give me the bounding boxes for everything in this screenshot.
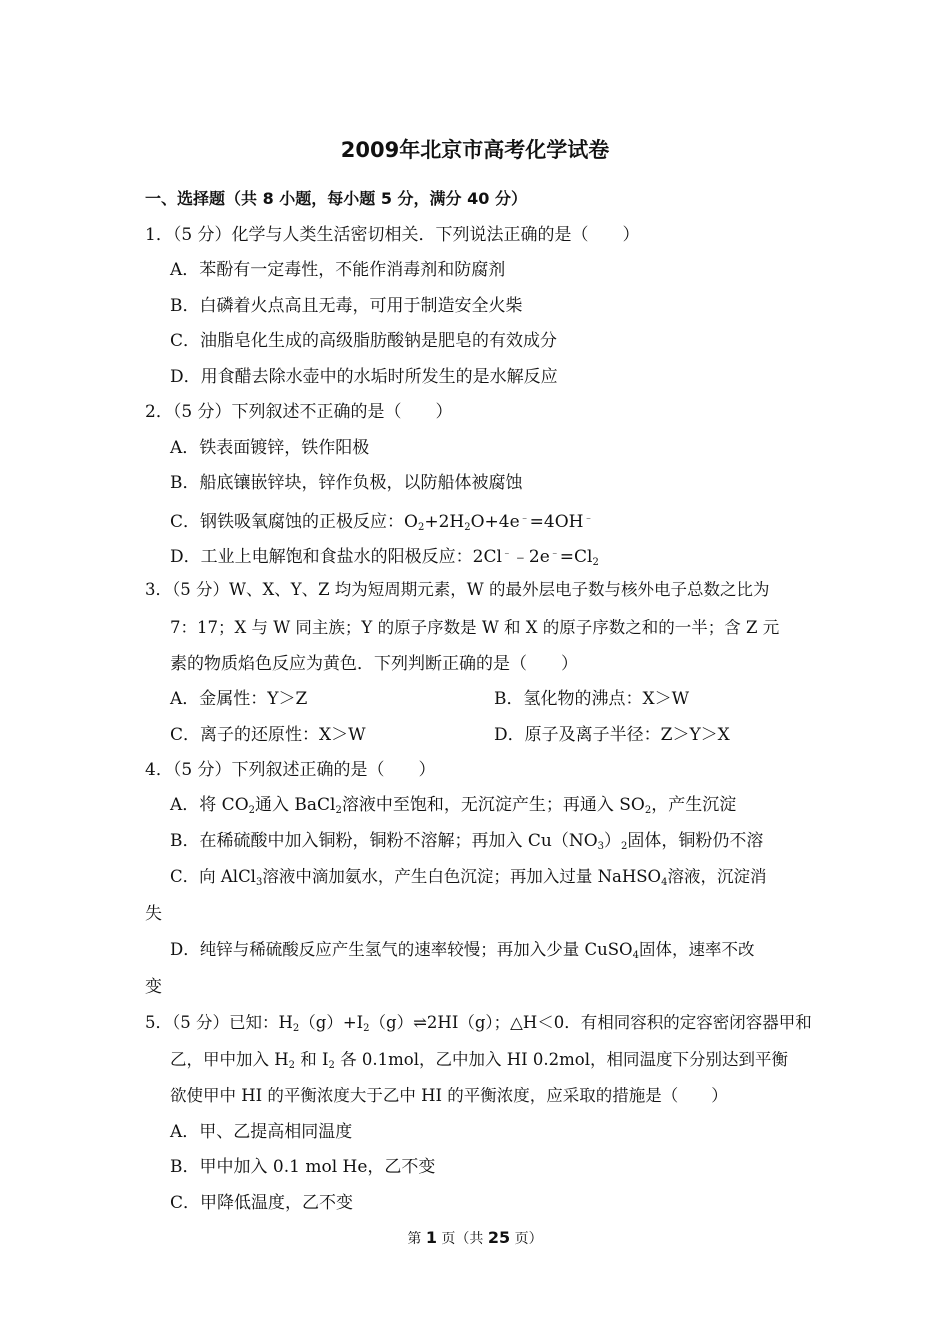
q2-option-b: B．船底镶嵌锌块，锌作负极，以防船体被腐蚀 [170, 473, 523, 493]
q2-option-c: C．钢铁吸氧腐蚀的正极反应：$O_2+2H_2O+4e^﹣=4OH^﹣$ [170, 512, 594, 533]
q3-stem-line1: 3．（5 分）W、X、Y、Z 均为短周期元素，W 的最外层电子数与核外电子总数之比为 [145, 580, 770, 599]
page-number: 1 [425, 1228, 437, 1247]
q2-stem: 2．（5 分）下列叙述不正确的是（ ） [145, 402, 453, 422]
q3-stem-line3: 素的物质焰色反应为黄色．下列判断正确的是（ ） [170, 654, 578, 674]
q1-option-a: A．苯酚有一定毒性，不能作消毒剂和防腐剂 [170, 260, 506, 280]
q4-option-d: D．纯锌与稀硫酸反应产生氢气的速率较慢；再加入少量 CuSO$_4$固体，速率不改 [170, 940, 755, 961]
q4-option-c: C．向 AlCl$_3$溶液中滴加氨水，产生白色沉淀；再加入过量 NaHSO$_4$溶液，沉淀消 [170, 867, 767, 888]
q5-stem-line1: 5．（5 分）已知：$H_2(g)+I_2(g)\rightleftharpoons 2HI(g)$；△H＜0．有相同容积的定容密闭容器甲和 [145, 1013, 812, 1034]
page-footer: 第 1 页（共 25 页） [407, 1228, 543, 1247]
q5-option-b: B．甲中加入 0.1 mol He，乙不变 [170, 1157, 436, 1177]
section-heading: 一、选择题（共 8 小题，每小题 5 分，满分 40 分） [145, 189, 527, 208]
q2-option-a: A．铁表面镀锌，铁作阳极 [170, 438, 370, 458]
q3-option-a: A．金属性：Y＞Z [170, 689, 308, 709]
q4-option-c-wrap: 失 [145, 904, 162, 924]
q5-stem-line2: 乙，甲中加入 $H_2$ 和 $I_2$ 各 0.1mol，乙中加入 HI 0.2mol，相同温度下分别达到平衡 [170, 1050, 788, 1071]
q4-stem: 4．（5 分）下列叙述正确的是（ ） [145, 760, 436, 780]
q3-option-d: D．原子及离子半径：Z＞Y＞X [494, 725, 730, 745]
q4-option-d-wrap: 变 [145, 977, 162, 997]
q5-stem-line3: 欲使甲中 HI 的平衡浓度大于乙中 HI 的平衡浓度，应采取的措施是（ ） [170, 1086, 728, 1105]
q1-option-d: D．用食醋去除水壶中的水垢时所发生的是水解反应 [170, 367, 558, 387]
page-total: 25 [487, 1228, 511, 1247]
page-title: 2009年北京市高考化学试卷 [340, 138, 610, 162]
q2-option-d: D．工业上电解饱和食盐水的阳极反应：$2Cl^﹣﹣2e^﹣=Cl_2$ [170, 547, 599, 568]
q1-stem: 1．（5 分）化学与人类生活密切相关．下列说法正确的是（ ） [145, 225, 640, 245]
q4-option-a: A．将 $CO_2$通入 BaCl$_2$溶液中至饱和，无沉淀产生；再通入 $SO_2$，产生沉淀 [170, 795, 737, 816]
q5-option-c: C．甲降低温度，乙不变 [170, 1193, 354, 1213]
q3-option-c: C．离子的还原性：X＞W [170, 725, 366, 745]
q5-option-a: A．甲、乙提高相同温度 [170, 1122, 353, 1142]
q1-option-c: C．油脂皂化生成的高级脂肪酸钠是肥皂的有效成分 [170, 331, 558, 351]
q3-option-b: B．氢化物的沸点：X＞W [494, 689, 690, 709]
q4-option-b: B．在稀硫酸中加入铜粉，铜粉不溶解；再加入 $Cu(NO_3)_2$固体，铜粉仍不溶 [170, 831, 764, 852]
q3-stem-line2: 7：17；X 与 W 同主族；Y 的原子序数是 W 和 X 的原子序数之和的一半；含 Z 元 [170, 618, 780, 637]
q1-option-b: B．白磷着火点高且无毒，可用于制造安全火柴 [170, 296, 523, 316]
